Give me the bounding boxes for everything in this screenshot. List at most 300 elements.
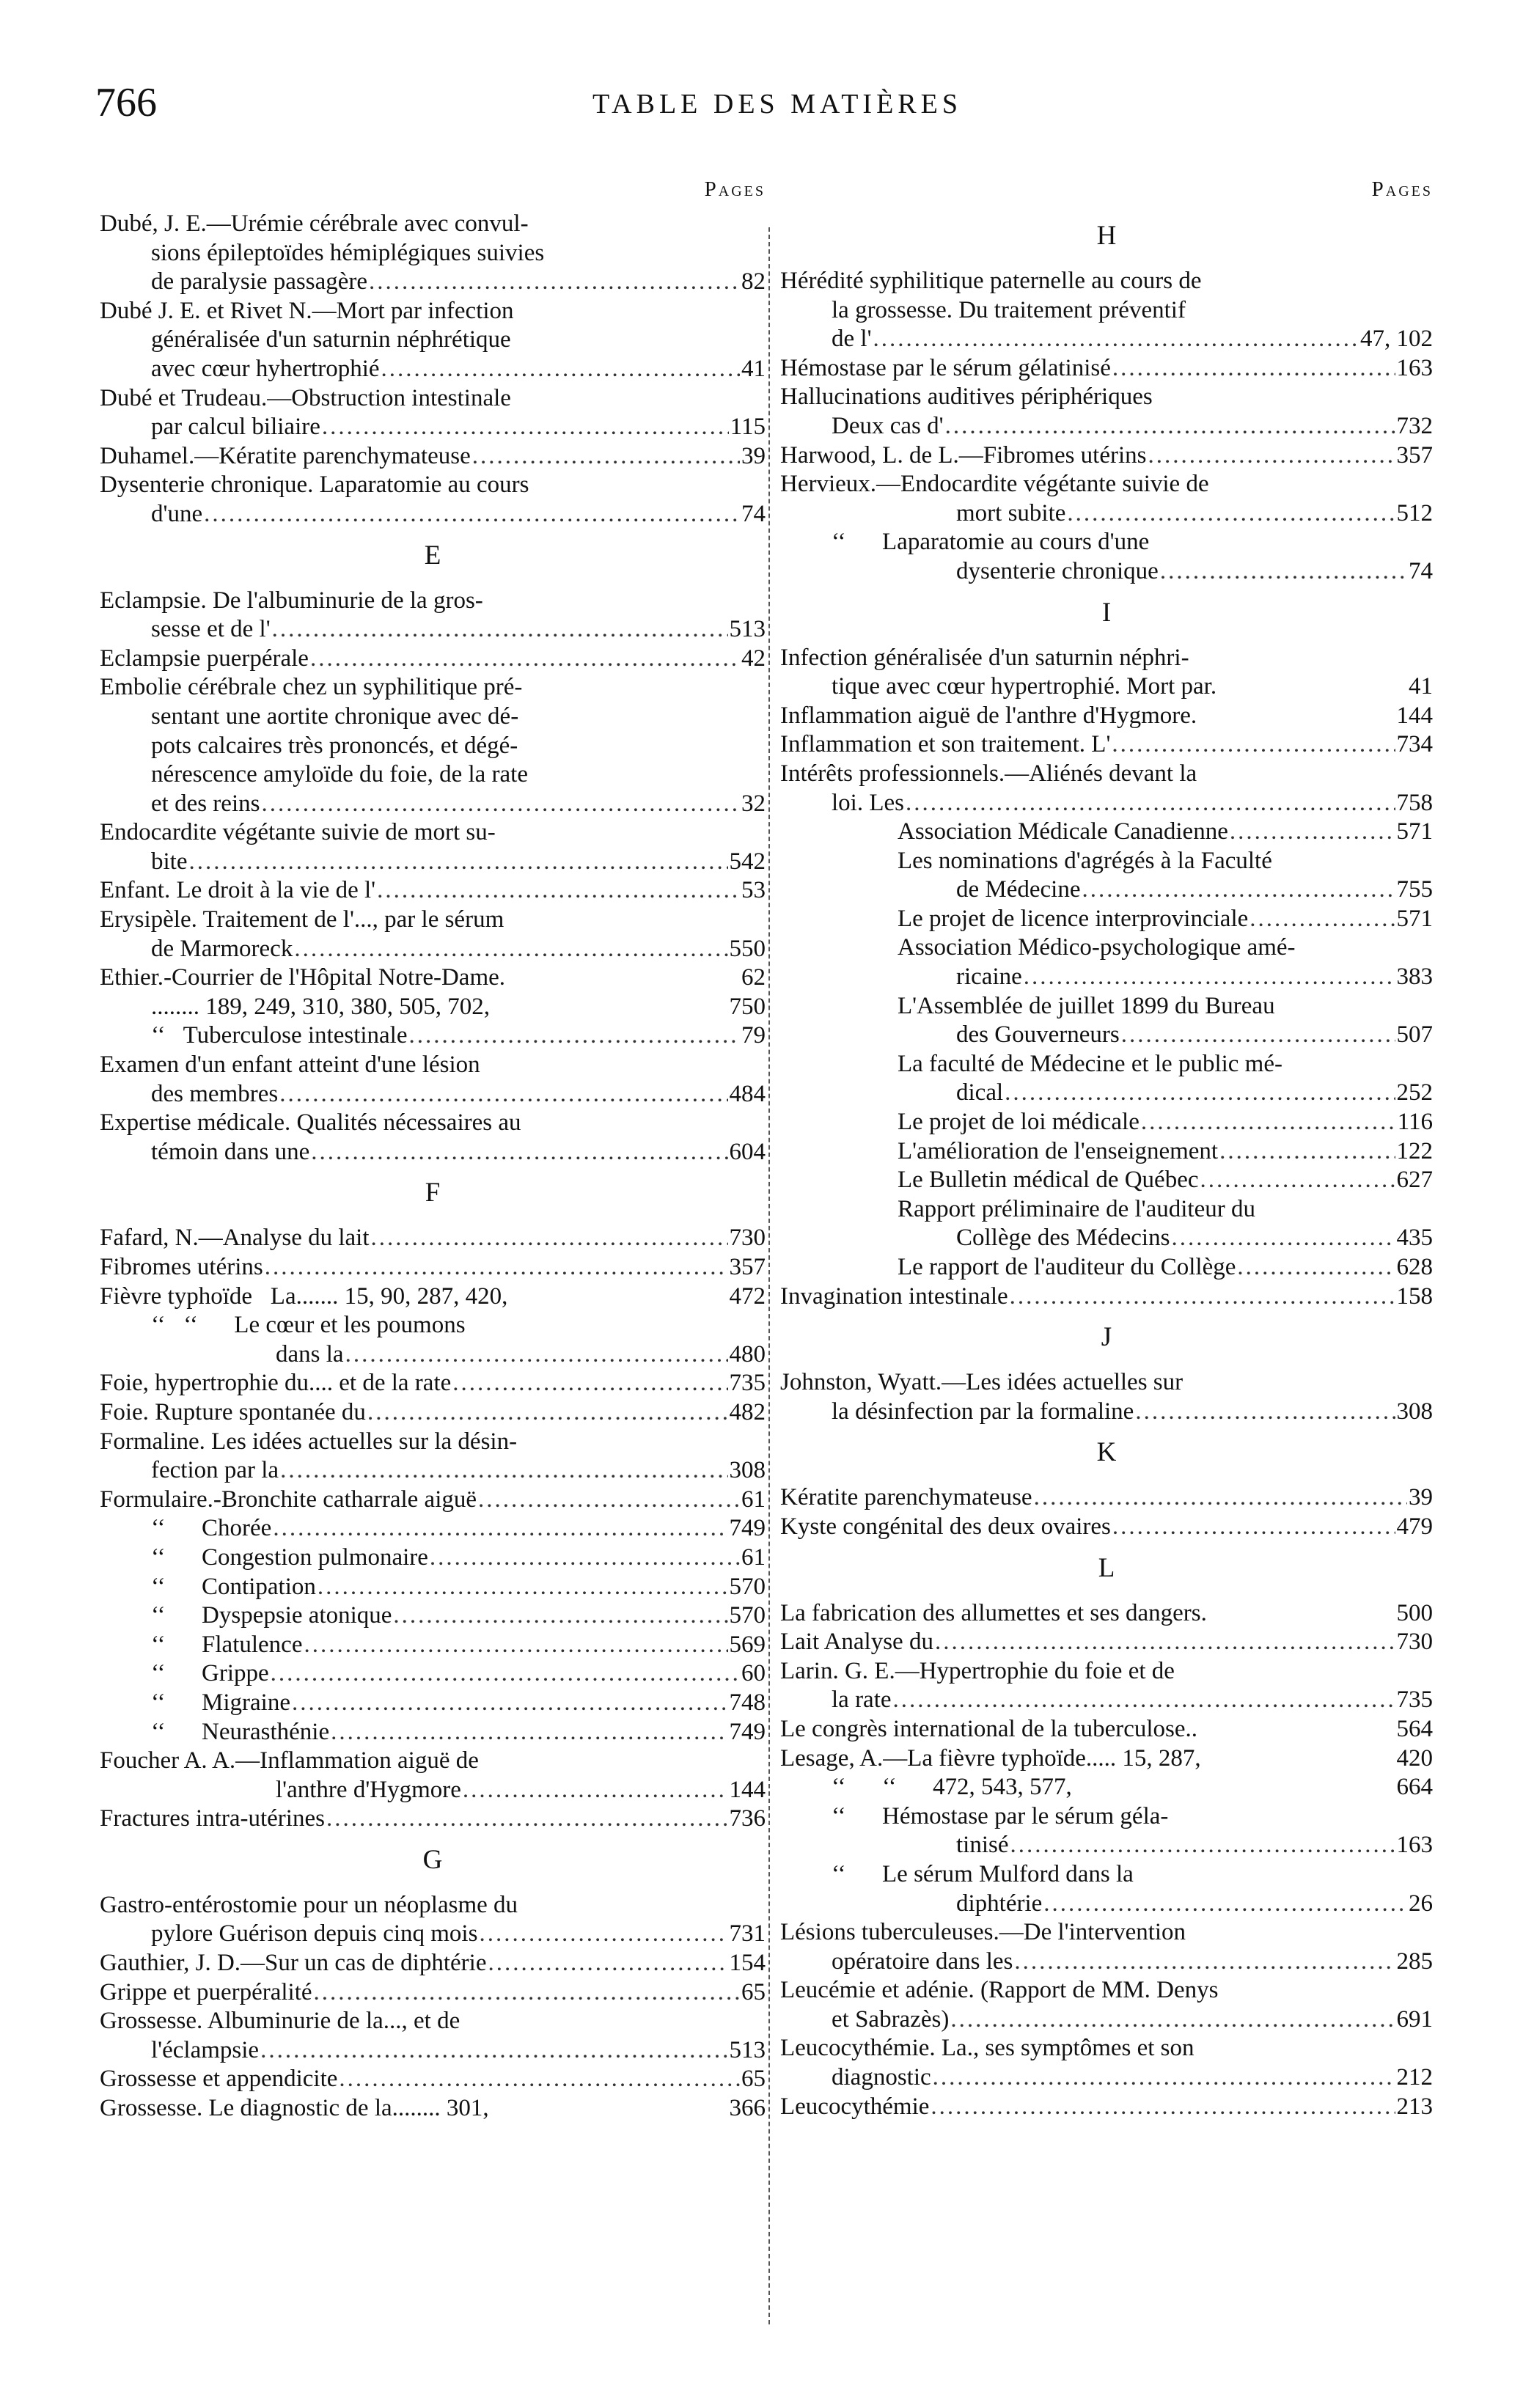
page-reference: 750 (729, 993, 766, 1020)
index-line (100, 645, 766, 674)
entry-text: généralisée d'un saturnin néphrétique (151, 326, 511, 353)
leader-dots (945, 412, 1395, 441)
leader-dots (393, 1601, 727, 1631)
index-line (780, 1599, 1433, 1629)
entry-text: ‘‘ ‘‘ 472, 543, 577, (832, 1774, 1072, 1801)
page-reference: 366 (729, 2095, 766, 2122)
entry-text: Hallucinations auditives périphériques (780, 383, 1153, 411)
index-line (100, 2007, 766, 2036)
page-reference: 47, 102 (1360, 326, 1433, 353)
page-reference: 308 (729, 1457, 766, 1484)
index-line (780, 1224, 1433, 1253)
page-reference: 74 (1409, 557, 1433, 584)
entry-text: Grossesse et appendicite (100, 2066, 338, 2093)
index-line (780, 1398, 1433, 1427)
leader-dots (893, 1686, 1395, 1715)
page-reference: 308 (1396, 1398, 1433, 1425)
leader-dots (345, 1340, 728, 1370)
page-reference: 383 (1396, 963, 1433, 991)
leader-dots (1014, 1948, 1395, 1977)
leader-dots (272, 615, 728, 645)
leader-dots (369, 268, 740, 297)
index-line (100, 1776, 766, 1805)
page-reference: 564 (1396, 1715, 1433, 1742)
entry-text: dysenterie chronique (956, 557, 1159, 584)
right-column (780, 169, 1433, 2121)
entry-text: loi. Les (832, 789, 904, 816)
entry-text: diphtérie (956, 1890, 1043, 1917)
index-line (780, 1079, 1433, 1108)
index-line (780, 672, 1433, 702)
page-reference: 285 (1396, 1948, 1433, 1975)
index-line (780, 296, 1433, 326)
index-line (780, 1773, 1433, 1802)
index-line (780, 905, 1433, 934)
index-line (780, 528, 1433, 557)
leader-dots (933, 2063, 1395, 2093)
leader-dots (322, 413, 729, 442)
index-line (780, 412, 1433, 441)
index-line (780, 1802, 1433, 1832)
page-reference: 479 (1396, 1513, 1433, 1540)
leader-dots (479, 1920, 727, 1949)
entry-text: Dubé J. E. et Rivet N.—Mort par infection (100, 297, 514, 324)
leader-dots (188, 848, 727, 877)
section-letter: H (1096, 221, 1117, 251)
index-line (780, 1686, 1433, 1715)
entry-text: Hémostase par le sérum gélatinisé (780, 354, 1111, 381)
section-letter: K (1096, 1437, 1117, 1468)
index-line (780, 2093, 1433, 2122)
index-line (780, 963, 1433, 992)
leader-dots (1067, 499, 1395, 529)
index-line (100, 1428, 766, 1457)
index-line (100, 1805, 766, 1834)
page-reference: 435 (1396, 1225, 1433, 1252)
entry-text: sesse et de l' (151, 616, 271, 643)
index-line (780, 933, 1433, 963)
entry-text: sions épileptoïdes hémiplégiques suivies (151, 239, 545, 266)
entry-text: ‘‘ Congestion pulmonaire (151, 1543, 428, 1571)
index-line (780, 1628, 1433, 1657)
leader-dots (873, 325, 1359, 354)
entry-text: d'une (151, 500, 203, 527)
leader-dots (1082, 876, 1395, 905)
index-line (100, 1631, 766, 1660)
index-line (100, 239, 766, 268)
index-line (780, 267, 1433, 296)
page-reference: 116 (1397, 1109, 1433, 1136)
index-line (100, 1659, 766, 1689)
entry-text: Fafard, N.—Analyse du lait (100, 1225, 370, 1252)
entry-text: ‘‘ Tuberculose intestinale (151, 1022, 408, 1049)
entry-text: Les nominations d'agrégés à la Faculté (898, 847, 1272, 874)
page-reference: 144 (1396, 702, 1433, 729)
leader-dots (1148, 441, 1395, 471)
index-line (100, 587, 766, 616)
index-line (780, 383, 1433, 412)
entry-text: ‘‘ Flatulence (151, 1631, 303, 1658)
entry-text: Dubé, J. E.—Urémie cérébrale avec convul- (100, 210, 529, 237)
entry-text: Lait Analyse du (780, 1629, 933, 1656)
index-line (100, 1282, 766, 1312)
leader-dots (1112, 730, 1395, 760)
index-line (100, 1021, 766, 1051)
entry-text: Foie. Rupture spontanée du (100, 1398, 366, 1425)
entry-text: La faculté de Médecine et le public mé- (898, 1050, 1282, 1077)
index-line (780, 1166, 1433, 1195)
index-line (100, 1949, 766, 1978)
page-reference: 472 (729, 1282, 766, 1310)
page-reference: 252 (1396, 1079, 1433, 1106)
entry-text: Examen d'un enfant atteint d'une lésion (100, 1051, 480, 1079)
index-line (100, 1340, 766, 1370)
index-line (780, 818, 1433, 847)
index-line (780, 499, 1433, 529)
index-line (100, 1369, 766, 1398)
entry-text: Inflammation et son traitement. L' (780, 731, 1111, 758)
entry-text: Rapport préliminaire de l'auditeur du (898, 1195, 1255, 1222)
entry-text: la désinfection par la formaline (832, 1398, 1134, 1425)
entry-text: ‘‘ Laparatomie au cours d'une (832, 529, 1150, 556)
page-reference: 507 (1396, 1021, 1433, 1049)
page-reference: 158 (1396, 1282, 1433, 1310)
leader-dots (1121, 1021, 1395, 1050)
leader-dots (326, 1805, 728, 1834)
leader-dots (1005, 1079, 1395, 1108)
index-line (100, 963, 766, 993)
index-line (100, 413, 766, 442)
page-reference: 500 (1396, 1599, 1433, 1626)
entry-text: Johnston, Wyatt.—Les idées actuelles sur (780, 1369, 1183, 1396)
index-line (100, 935, 766, 964)
entry-text: Fibromes utérins (100, 1254, 263, 1280)
page-reference: 163 (1396, 354, 1433, 381)
page-reference: 357 (729, 1254, 766, 1280)
entry-text: Larin. G. E.—Hypertrophie du foie et de (780, 1657, 1175, 1684)
entry-text: diagnostic (832, 2064, 931, 2091)
index-line (780, 354, 1433, 383)
entry-text: ‘‘ Neurasthénie (151, 1718, 330, 1745)
index-line (100, 1891, 766, 1920)
leader-dots (371, 1224, 728, 1253)
leader-dots (1112, 1513, 1395, 1542)
index-line (780, 325, 1433, 354)
index-line (100, 1138, 766, 1167)
page-reference: 736 (729, 1805, 766, 1832)
index-line (100, 1080, 766, 1109)
leader-dots (310, 645, 740, 674)
leader-dots (331, 1718, 727, 1747)
leader-dots (1010, 1831, 1395, 1860)
index-line (100, 442, 766, 471)
index-line (780, 1860, 1433, 1890)
entry-text: Formulaire.-Bronchite catharrale aiguë (100, 1486, 477, 1513)
index-line (780, 760, 1433, 789)
entry-text: ‘‘ Migraine (151, 1689, 290, 1716)
page-reference: 627 (1396, 1167, 1433, 1194)
leader-dots (472, 442, 740, 471)
index-line (780, 847, 1433, 876)
entry-text: Embolie cérébrale chez un syphilitique pré- (100, 674, 523, 701)
entry-text: mort subite (956, 499, 1066, 526)
page-reference: 628 (1396, 1254, 1433, 1280)
entry-text: Dubé et Trudeau.—Obstruction intestinale (100, 384, 511, 411)
leader-dots (279, 1080, 727, 1109)
index-line (780, 644, 1433, 673)
leader-dots (935, 1628, 1395, 1657)
entry-text: Inflammation aiguë de l'anthre d'Hygmore. (780, 702, 1197, 729)
entry-text: Fièvre typhoïde La....... 15, 90, 287, 420, (100, 1282, 508, 1310)
entry-text: Eclampsie. De l'albuminurie de la gros- (100, 587, 483, 614)
entry-text: Formaline. Les idées actuelles sur la désin- (100, 1428, 518, 1455)
page-reference: 484 (729, 1080, 766, 1107)
entry-text: opératoire dans les (832, 1948, 1013, 1975)
index-line (100, 1689, 766, 1718)
leader-dots (1230, 818, 1395, 847)
index-line (780, 1715, 1433, 1744)
index-line (780, 1890, 1433, 1919)
index-line (100, 2036, 766, 2066)
page-reference: 74 (741, 500, 766, 527)
entry-text: l'éclampsie (151, 2036, 260, 2063)
leader-dots (1010, 1282, 1395, 1312)
entry-text: Infection généralisée d'un saturnin néphri- (780, 644, 1189, 671)
leader-dots (488, 1949, 727, 1978)
entry-text: L'amélioration de l'enseignement (898, 1137, 1219, 1164)
index-line (100, 1920, 766, 1949)
entry-text: Le projet de loi médicale (898, 1109, 1140, 1136)
leader-dots (294, 935, 727, 964)
section-letter: E (424, 540, 441, 570)
page-reference: 53 (741, 877, 766, 904)
page-reference: 513 (729, 616, 766, 643)
entry-text: témoin dans une (151, 1138, 310, 1165)
leader-dots (260, 2036, 727, 2066)
entry-text: de l' (832, 326, 872, 353)
page-reference: 480 (729, 1340, 766, 1368)
index-line (780, 2034, 1433, 2063)
index-line (780, 1108, 1433, 1137)
page-reference: 61 (741, 1543, 766, 1571)
leader-dots (271, 1659, 740, 1689)
page-reference: 749 (729, 1515, 766, 1542)
index-line (100, 615, 766, 645)
leader-dots (463, 1776, 728, 1805)
page-reference: 122 (1396, 1137, 1433, 1164)
index-line (780, 992, 1433, 1021)
index-line (780, 876, 1433, 905)
leader-dots (478, 1486, 740, 1515)
entry-text: Intérêts professionnels.—Aliénés devant la (780, 760, 1197, 787)
page-reference: 482 (729, 1398, 766, 1425)
entry-text: Le Bulletin médical de Québec (898, 1167, 1199, 1194)
page-reference: 570 (729, 1602, 766, 1629)
page-reference: 755 (1396, 876, 1433, 903)
page-reference: 79 (741, 1022, 766, 1049)
index-line (100, 1514, 766, 1543)
entry-text: Leucémie et adénie. (Rapport de MM. Denys (780, 1977, 1219, 2004)
page-reference: 32 (741, 790, 766, 817)
page-reference: 571 (1396, 905, 1433, 932)
entry-text: ‘‘ Grippe (151, 1660, 269, 1687)
entry-text: et Sabrazès) (832, 2005, 950, 2033)
page-reference: 420 (1396, 1744, 1433, 1772)
page-reference: 39 (1409, 1484, 1433, 1511)
page-reference: 42 (741, 645, 766, 672)
leader-dots (367, 1398, 728, 1428)
leader-dots (1160, 557, 1407, 587)
entry-text: tique avec cœur hypertrophié. Mort par. (832, 673, 1217, 700)
page-reference: 730 (729, 1225, 766, 1252)
index-line (100, 1573, 766, 1602)
entry-text: Le congrès international de la tuberculose.. (780, 1715, 1198, 1742)
page-reference: 39 (741, 442, 766, 469)
entry-text: Lesage, A.—La fièvre typhoïde..... 15, 287, (780, 1744, 1201, 1772)
leader-dots (1171, 1224, 1395, 1253)
index-line (100, 471, 766, 500)
leader-dots (261, 790, 740, 819)
section-letter: F (425, 1178, 441, 1208)
entry-text: tinisé (956, 1832, 1009, 1859)
index-line (780, 1137, 1433, 1167)
index-line (100, 848, 766, 877)
section-letter: G (422, 1844, 443, 1875)
page-reference: 41 (741, 355, 766, 382)
page-reference: 60 (741, 1660, 766, 1687)
entry-text: de paralysie passagère (151, 268, 368, 296)
entry-text: Fractures intra-utérines (100, 1805, 325, 1832)
leader-dots (430, 1543, 740, 1573)
leader-dots (204, 500, 740, 529)
index-line (100, 1486, 766, 1515)
leader-dots (950, 2005, 1395, 2035)
entry-text: Dysenterie chronique. Laparatomie au cours (100, 471, 529, 499)
index-line (100, 732, 766, 761)
index-line (100, 1456, 766, 1486)
index-line (100, 673, 766, 702)
entry-text: ricaine (956, 963, 1022, 991)
page-reference: 357 (1396, 441, 1433, 469)
leader-dots (1141, 1108, 1396, 1137)
entry-text: ‘‘ ‘‘ Le cœur et les poumons (151, 1312, 466, 1339)
index-line (100, 1747, 766, 1776)
leader-dots (314, 1978, 740, 2008)
entry-text: Hervieux.—Endocardite végétante suivie de (780, 471, 1209, 498)
leader-dots (318, 1573, 728, 1602)
leader-dots (311, 1138, 727, 1167)
entry-text: des Gouverneurs (956, 1021, 1120, 1049)
entry-text: Grossesse. Le diagnostic de la........ 301, (100, 2095, 489, 2122)
page-reference: 213 (1396, 2093, 1433, 2120)
entry-text: Enfant. Le droit à la vie de l' (100, 877, 376, 904)
leader-dots (1237, 1253, 1395, 1282)
index-line (100, 760, 766, 790)
page-reference: 748 (729, 1689, 766, 1716)
leader-dots (273, 1514, 727, 1543)
leader-dots (1219, 1137, 1395, 1167)
index-line (100, 876, 766, 906)
entry-text: Gauthier, J. D.—Sur un cas de diphtérie (100, 1950, 487, 1977)
page-reference: 65 (741, 1978, 766, 2005)
leader-dots (1024, 963, 1395, 992)
entry-text: Harwood, L. de L.—Fibromes utérins (780, 441, 1147, 469)
entry-text: par calcul biliaire (151, 414, 320, 441)
section-letter: J (1101, 1322, 1112, 1353)
entry-text: Erysipèle. Traitement de l'..., par le sérum (100, 906, 504, 933)
entry-text: la grossesse. Du traitement préventif (832, 296, 1186, 323)
leader-dots (280, 1456, 727, 1486)
leader-dots (906, 789, 1395, 818)
index-line (780, 1976, 1433, 2005)
index-line (780, 2063, 1433, 2093)
entry-text: ‘‘ Contipation (151, 1573, 316, 1600)
page-reference: 731 (729, 1920, 766, 1948)
page-reference: 163 (1396, 1832, 1433, 1859)
index-line (780, 557, 1433, 587)
leader-dots (339, 2065, 740, 2094)
page-reference: 512 (1396, 499, 1433, 526)
left-column (100, 169, 766, 2123)
index-line (780, 1021, 1433, 1050)
page-reference: 542 (729, 848, 766, 875)
index-line (780, 1513, 1433, 1542)
entry-text: ‘‘ Le sérum Mulford dans la (832, 1860, 1134, 1887)
entry-text: Invagination intestinale (780, 1282, 1008, 1310)
index-line (100, 993, 766, 1022)
leader-dots (381, 355, 740, 384)
entry-text: des membres (151, 1080, 279, 1107)
page-title: TABLE DES MATIÈRES (592, 89, 962, 120)
leader-dots (1200, 1166, 1395, 1195)
page-reference: 735 (1396, 1686, 1433, 1714)
entry-text: Association Médico-psychologique amé- (898, 934, 1296, 961)
page-reference: 730 (1396, 1629, 1433, 1656)
entry-text: et des reins (151, 790, 260, 817)
page-reference: 154 (729, 1950, 766, 1977)
entry-text: Duhamel.—Kératite parenchymateuse (100, 442, 471, 469)
page-reference: 144 (729, 1776, 766, 1803)
page-reference: 569 (729, 1631, 766, 1658)
section-letter: L (1098, 1552, 1115, 1583)
index-line (100, 1978, 766, 2008)
page-reference: 82 (741, 268, 766, 296)
page-reference: 212 (1396, 2064, 1433, 2091)
entry-text: Hérédité syphilitique paternelle au cours de (780, 268, 1202, 294)
leader-dots (292, 1689, 728, 1718)
page-reference: 664 (1396, 1774, 1433, 1801)
index-line (780, 1195, 1433, 1225)
index-line (780, 1483, 1433, 1513)
entry-text: de Marmoreck (151, 935, 293, 962)
leader-dots (377, 876, 740, 906)
column-divider (768, 227, 770, 2324)
pages-label: Pages (704, 177, 766, 201)
entry-text: ‘‘ Chorée (151, 1515, 272, 1542)
page-reference: 732 (1396, 412, 1433, 439)
page-reference: 513 (729, 2036, 766, 2063)
page-reference: 115 (730, 414, 766, 441)
entry-text: L'Assemblée de juillet 1899 du Bureau (898, 992, 1275, 1019)
entry-text: ‘‘ Hémostase par le sérum géla- (832, 1802, 1169, 1829)
entry-text: Grossesse. Albuminurie de la..., et de (100, 2008, 460, 2035)
pages-label: Pages (1371, 177, 1433, 201)
entry-text: dical (956, 1079, 1004, 1106)
page-reference: 734 (1396, 731, 1433, 758)
page-reference: 41 (1409, 673, 1433, 700)
index-line (100, 1311, 766, 1340)
leader-dots (409, 1021, 741, 1051)
